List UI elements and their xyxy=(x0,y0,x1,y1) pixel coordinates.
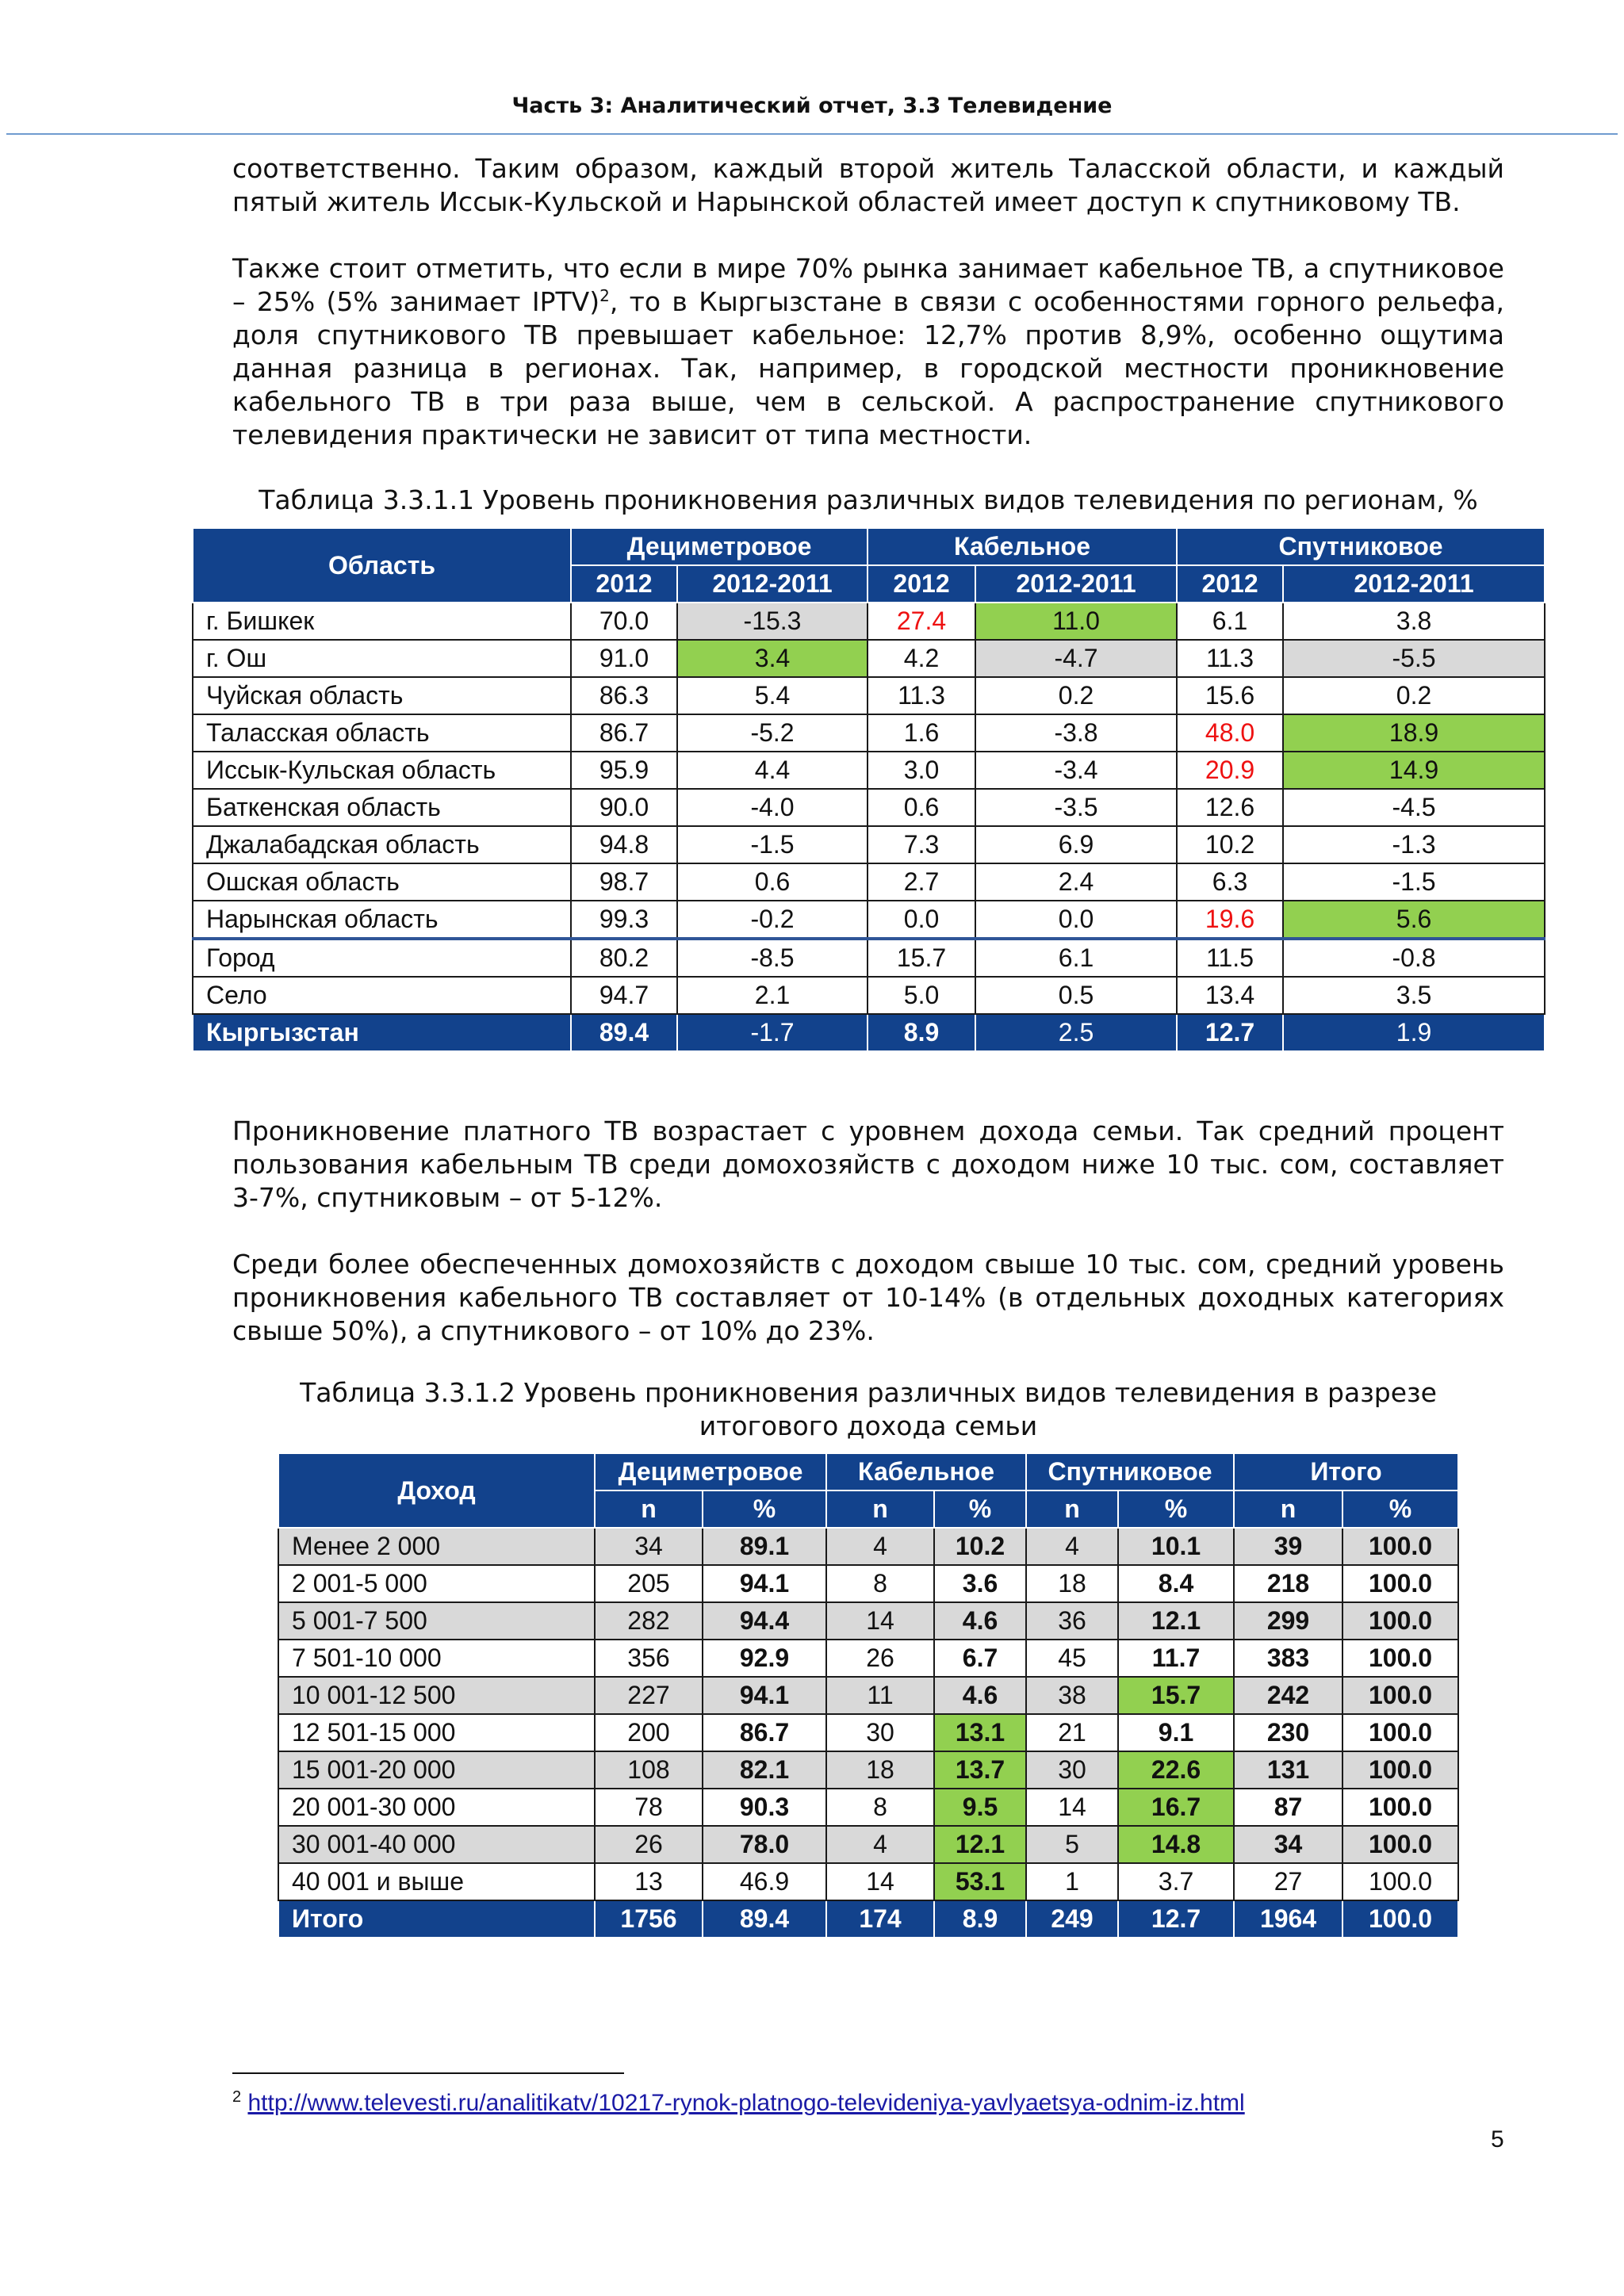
table-cell: 131 xyxy=(1234,1751,1342,1789)
footnote xyxy=(232,2088,1245,2117)
paragraph-1: соответственно. Таким образом, каждый второй житель Таласской области, и каждый пятый житель Иссык-Кульской и Нарынской областей имеет доступ к спутниковому ТВ. xyxy=(232,153,1504,217)
row-label: Джалабадская область xyxy=(193,826,571,863)
table-cell: 87 xyxy=(1234,1789,1342,1826)
table-cell: 11.3 xyxy=(868,677,975,714)
table-cell: 2.5 xyxy=(975,1014,1177,1051)
table-cell: 12.7 xyxy=(1177,1014,1283,1051)
table-cell: 6.1 xyxy=(975,939,1177,977)
table-cell: 11 xyxy=(826,1677,934,1714)
table-cell: 13.7 xyxy=(934,1751,1026,1789)
paragraph-4: Среди более обеспеченных домохозяйств с доходом свыше 10 тыс. сом, средний уровень проникновения кабельного ТВ составляет от 10-14% (в отдельных доходных категориях свыше 50%), а спутникового – от 10% до 23%. xyxy=(232,1249,1504,1346)
col-sub-2012: 2012 xyxy=(868,565,975,603)
table-cell: -1.5 xyxy=(1283,863,1545,901)
page-number: 5 xyxy=(1491,2126,1504,2152)
table-cell: 4 xyxy=(826,1528,934,1565)
table-cell: 100.0 xyxy=(1342,1826,1458,1863)
row-label: Ошская область xyxy=(193,863,571,901)
row-label: Иссык-Кульская область xyxy=(193,752,571,789)
table-cell: 14.9 xyxy=(1283,752,1545,789)
row-label: г. Ош xyxy=(193,640,571,677)
footnote-rule xyxy=(232,2072,624,2074)
table-row xyxy=(193,863,1545,901)
table-cell: 94.1 xyxy=(703,1565,826,1602)
table-cell: 100.0 xyxy=(1342,1900,1458,1938)
table-cell: 45 xyxy=(1026,1640,1118,1677)
table-cell: -8.5 xyxy=(677,939,868,977)
table-cell: 11.5 xyxy=(1177,939,1283,977)
table-cell: 2.4 xyxy=(975,863,1177,901)
total-row xyxy=(193,1014,1545,1051)
col-group-decimeter: Дециметровое xyxy=(595,1453,826,1490)
table-cell: 27 xyxy=(1234,1863,1342,1900)
table-cell: 89.4 xyxy=(571,1014,677,1051)
table-cell: 9.1 xyxy=(1118,1714,1234,1751)
table-cell: 6.1 xyxy=(1177,603,1283,640)
table-cell: 78 xyxy=(595,1789,703,1826)
row-label: Итого xyxy=(278,1900,595,1938)
table1-caption: Таблица 3.3.1.1 Уровень проникновения различных видов телевидения по регионам, % xyxy=(259,484,1478,515)
table-row xyxy=(193,714,1545,752)
table-cell: -4.7 xyxy=(975,640,1177,677)
table-row xyxy=(193,677,1545,714)
col-sub-n: n xyxy=(1026,1490,1118,1528)
row-label: Село xyxy=(193,977,571,1014)
table-cell: 94.7 xyxy=(571,977,677,1014)
table-cell: 8.4 xyxy=(1118,1565,1234,1602)
table-cell: 8 xyxy=(826,1565,934,1602)
table-cell: -0.8 xyxy=(1283,939,1545,977)
table-cell: 89.1 xyxy=(703,1528,826,1565)
col-group-decimeter: Дециметровое xyxy=(571,528,868,565)
table-cell: 16.7 xyxy=(1118,1789,1234,1826)
table-cell: 2.1 xyxy=(677,977,868,1014)
table-cell: 6.3 xyxy=(1177,863,1283,901)
table-cell: 218 xyxy=(1234,1565,1342,1602)
table-row xyxy=(193,603,1545,640)
table-cell: 18.9 xyxy=(1283,714,1545,752)
col-header-region: Область xyxy=(193,528,571,603)
table-cell: 100.0 xyxy=(1342,1602,1458,1640)
table-cell: 1.9 xyxy=(1283,1014,1545,1051)
table-cell: 3.0 xyxy=(868,752,975,789)
table-cell: 5 xyxy=(1026,1826,1118,1863)
table-cell: 227 xyxy=(595,1677,703,1714)
table-cell: 15.7 xyxy=(868,939,975,977)
table-cell: 94.8 xyxy=(571,826,677,863)
col-sub-n: n xyxy=(595,1490,703,1528)
col-header-income: Доход xyxy=(278,1453,595,1528)
table-cell: 53.1 xyxy=(934,1863,1026,1900)
table-cell: 92.9 xyxy=(703,1640,826,1677)
table-row xyxy=(278,1714,1458,1751)
table-cell: 1 xyxy=(1026,1863,1118,1900)
table-cell: 2.7 xyxy=(868,863,975,901)
row-label: 15 001-20 000 xyxy=(278,1751,595,1789)
row-label: 5 001-7 500 xyxy=(278,1602,595,1640)
table-cell: 14 xyxy=(1026,1789,1118,1826)
row-label: 12 501-15 000 xyxy=(278,1714,595,1751)
table-row xyxy=(193,939,1545,977)
paragraph-2-part-b: , то в Кыргызстане в связи с особенностями горного рельефа, доля спутникового ТВ превышает кабельное: 12,7% против 8,9%, особенно ощутима данная разница в регионах. Так, например, в городской местности проникновение кабельного ТВ в три раза выше, чем в сельской. А распространение спутникового телевидения практически не зависит от типа местности. xyxy=(232,286,1504,450)
table-cell: 46.9 xyxy=(703,1863,826,1900)
table-cell: 12.7 xyxy=(1118,1900,1234,1938)
table-cell: 0.2 xyxy=(1283,677,1545,714)
table-cell: 99.3 xyxy=(571,901,677,939)
table-cell: 13 xyxy=(595,1863,703,1900)
row-label: Менее 2 000 xyxy=(278,1528,595,1565)
table-cell: 299 xyxy=(1234,1602,1342,1640)
row-label: Баткенская область xyxy=(193,789,571,826)
table-cell: 230 xyxy=(1234,1714,1342,1751)
col-sub-percent: % xyxy=(934,1490,1026,1528)
table-cell: 5.4 xyxy=(677,677,868,714)
table-cell: 13.4 xyxy=(1177,977,1283,1014)
col-sub-2012: 2012 xyxy=(571,565,677,603)
table-cell: 86.3 xyxy=(571,677,677,714)
table-cell: 27.4 xyxy=(868,603,975,640)
table-cell: 3.5 xyxy=(1283,977,1545,1014)
table-regions xyxy=(192,527,1545,1052)
table-cell: 11.3 xyxy=(1177,640,1283,677)
col-sub-2012: 2012 xyxy=(1177,565,1283,603)
table-cell: 205 xyxy=(595,1565,703,1602)
table-cell: 0.2 xyxy=(975,677,1177,714)
paragraph-2-part-a: Также стоит отметить, что если в мире 70% рынка занимает кабельное ТВ, а спутниковое – 25% (5% занимает IPTV) xyxy=(232,253,1504,317)
table-cell: -3.8 xyxy=(975,714,1177,752)
col-group-cable: Кабельное xyxy=(826,1453,1026,1490)
table-cell: 20.9 xyxy=(1177,752,1283,789)
row-label: 7 501-10 000 xyxy=(278,1640,595,1677)
col-sub-percent: % xyxy=(1118,1490,1234,1528)
col-sub-2012-2011: 2012-2011 xyxy=(1283,565,1545,603)
table-cell: 26 xyxy=(595,1826,703,1863)
col-group-total: Итого xyxy=(1234,1453,1458,1490)
table-cell: 4 xyxy=(1026,1528,1118,1565)
table-cell: 6.7 xyxy=(934,1640,1026,1677)
table-cell: 39 xyxy=(1234,1528,1342,1565)
footnote-ref[interactable]: 2 xyxy=(599,286,610,305)
table-cell: 10.2 xyxy=(1177,826,1283,863)
table-cell: 13.1 xyxy=(934,1714,1026,1751)
table-cell: 108 xyxy=(595,1751,703,1789)
table-cell: 0.0 xyxy=(975,901,1177,939)
col-sub-2012-2011: 2012-2011 xyxy=(975,565,1177,603)
table-row xyxy=(193,640,1545,677)
table-cell: 0.6 xyxy=(868,789,975,826)
table-cell: 7.3 xyxy=(868,826,975,863)
table-cell: 4.6 xyxy=(934,1677,1026,1714)
table-cell: 200 xyxy=(595,1714,703,1751)
table-income xyxy=(278,1452,1459,1938)
total-row xyxy=(278,1900,1458,1938)
row-label: 30 001-40 000 xyxy=(278,1826,595,1863)
table-cell: 86.7 xyxy=(571,714,677,752)
table-row xyxy=(278,1640,1458,1677)
table-row xyxy=(193,901,1545,939)
table-cell: -4.5 xyxy=(1283,789,1545,826)
table-cell: 100.0 xyxy=(1342,1565,1458,1602)
table-cell: 100.0 xyxy=(1342,1714,1458,1751)
table-cell: 356 xyxy=(595,1640,703,1677)
table-row xyxy=(278,1789,1458,1826)
table2-caption-line2: итогового дохода семьи xyxy=(699,1410,1038,1441)
table-cell: 14 xyxy=(826,1602,934,1640)
table-cell: 0.5 xyxy=(975,977,1177,1014)
table-cell: 10.1 xyxy=(1118,1528,1234,1565)
table-cell: 82.1 xyxy=(703,1751,826,1789)
table-cell: 70.0 xyxy=(571,603,677,640)
table2-caption-line1: Таблица 3.3.1.2 Уровень проникновения различных видов телевидения в разрезе xyxy=(300,1377,1437,1408)
table-cell: 8.9 xyxy=(868,1014,975,1051)
table-cell: 90.0 xyxy=(571,789,677,826)
paragraph-3: Проникновение платного ТВ возрастает с уровнем дохода семьи. Так средний процент пользования кабельным ТВ среди домохозяйств с доходом ниже 10 тыс. сом, составляет 3-7%, спутниковым – от 5-12%. xyxy=(232,1115,1504,1213)
table-row xyxy=(278,1602,1458,1640)
table-cell: -0.2 xyxy=(677,901,868,939)
table-cell: 26 xyxy=(826,1640,934,1677)
table-cell: 89.4 xyxy=(703,1900,826,1938)
table-cell: 1756 xyxy=(595,1900,703,1938)
table-cell: 18 xyxy=(1026,1565,1118,1602)
table-cell: 94.1 xyxy=(703,1677,826,1714)
row-label: Таласская область xyxy=(193,714,571,752)
table-cell: 5.6 xyxy=(1283,901,1545,939)
col-sub-n: n xyxy=(1234,1490,1342,1528)
table-cell: 91.0 xyxy=(571,640,677,677)
table-cell: 0.6 xyxy=(677,863,868,901)
header-rule xyxy=(6,133,1618,135)
table-cell: 22.6 xyxy=(1118,1751,1234,1789)
table-row xyxy=(278,1751,1458,1789)
table-cell: -15.3 xyxy=(677,603,868,640)
table-cell: -5.5 xyxy=(1283,640,1545,677)
table-cell: 95.9 xyxy=(571,752,677,789)
table-cell: 100.0 xyxy=(1342,1789,1458,1826)
col-group-satellite: Спутниковое xyxy=(1177,528,1545,565)
table-row xyxy=(278,1528,1458,1565)
table-cell: 94.4 xyxy=(703,1602,826,1640)
row-label: Город xyxy=(193,939,571,977)
table-row xyxy=(193,789,1545,826)
table-cell: 6.9 xyxy=(975,826,1177,863)
table-cell: 100.0 xyxy=(1342,1528,1458,1565)
table-cell: 34 xyxy=(595,1528,703,1565)
row-label: 20 001-30 000 xyxy=(278,1789,595,1826)
table-cell: 19.6 xyxy=(1177,901,1283,939)
table-cell: 174 xyxy=(826,1900,934,1938)
table-cell: 383 xyxy=(1234,1640,1342,1677)
table-cell: 21 xyxy=(1026,1714,1118,1751)
table-cell: 98.7 xyxy=(571,863,677,901)
table-cell: 242 xyxy=(1234,1677,1342,1714)
table-row xyxy=(278,1863,1458,1900)
col-group-cable: Кабельное xyxy=(868,528,1177,565)
table-cell: -5.2 xyxy=(677,714,868,752)
table-cell: 3.8 xyxy=(1283,603,1545,640)
table-row xyxy=(193,752,1545,789)
table-cell: 11.7 xyxy=(1118,1640,1234,1677)
table-cell: 15.7 xyxy=(1118,1677,1234,1714)
row-label: 2 001-5 000 xyxy=(278,1565,595,1602)
table-cell: 15.6 xyxy=(1177,677,1283,714)
page-header: Часть 3: Аналитический отчет, 3.3 Телевидение xyxy=(511,94,1113,118)
table-cell: -3.5 xyxy=(975,789,1177,826)
table-cell: 3.4 xyxy=(677,640,868,677)
table-cell: 1964 xyxy=(1234,1900,1342,1938)
table-cell: 14.8 xyxy=(1118,1826,1234,1863)
table-cell: 0.0 xyxy=(868,901,975,939)
table-cell: 38 xyxy=(1026,1677,1118,1714)
table-cell: 10.2 xyxy=(934,1528,1026,1565)
table-cell: 5.0 xyxy=(868,977,975,1014)
row-label: г. Бишкек xyxy=(193,603,571,640)
footnote-number: 2 xyxy=(232,2088,242,2106)
paragraph-2 xyxy=(232,252,1504,452)
footnote-link[interactable]: http://www.televesti.ru/analitikatv/10217-rynok-platnogo-televideniya-yavlyaetsya-odnim-iz.html xyxy=(247,2090,1245,2116)
table-cell: 14 xyxy=(826,1863,934,1900)
table-cell: 282 xyxy=(595,1602,703,1640)
table-cell: 8 xyxy=(826,1789,934,1826)
table-row xyxy=(193,977,1545,1014)
table-cell: 12.1 xyxy=(1118,1602,1234,1640)
table-cell: 3.6 xyxy=(934,1565,1026,1602)
col-sub-percent: % xyxy=(1342,1490,1458,1528)
table-cell: -3.4 xyxy=(975,752,1177,789)
table-cell: 100.0 xyxy=(1342,1640,1458,1677)
table-cell: 30 xyxy=(1026,1751,1118,1789)
table-cell: -1.3 xyxy=(1283,826,1545,863)
row-label: Кыргызстан xyxy=(193,1014,571,1051)
table-cell: -1.5 xyxy=(677,826,868,863)
col-sub-percent: % xyxy=(703,1490,826,1528)
table-cell: -1.7 xyxy=(677,1014,868,1051)
table-row xyxy=(278,1677,1458,1714)
table-cell: 48.0 xyxy=(1177,714,1283,752)
table-cell: 86.7 xyxy=(703,1714,826,1751)
table-row xyxy=(278,1565,1458,1602)
table-cell: 78.0 xyxy=(703,1826,826,1863)
table-cell: 100.0 xyxy=(1342,1677,1458,1714)
table-cell: 11.0 xyxy=(975,603,1177,640)
table-cell: 36 xyxy=(1026,1602,1118,1640)
table-cell: 3.7 xyxy=(1118,1863,1234,1900)
table-cell: 4.4 xyxy=(677,752,868,789)
row-label: 10 001-12 500 xyxy=(278,1677,595,1714)
row-label: 40 001 и выше xyxy=(278,1863,595,1900)
table-cell: 100.0 xyxy=(1342,1863,1458,1900)
table-row xyxy=(278,1826,1458,1863)
table-cell: 4.6 xyxy=(934,1602,1026,1640)
table-cell: 1.6 xyxy=(868,714,975,752)
col-group-satellite: Спутниковое xyxy=(1026,1453,1234,1490)
table-cell: 12.1 xyxy=(934,1826,1026,1863)
col-sub-2012-2011: 2012-2011 xyxy=(677,565,868,603)
table-cell: 8.9 xyxy=(934,1900,1026,1938)
table-cell: 30 xyxy=(826,1714,934,1751)
col-sub-n: n xyxy=(826,1490,934,1528)
row-label: Нарынская область xyxy=(193,901,571,939)
table-cell: 4.2 xyxy=(868,640,975,677)
table-row xyxy=(193,826,1545,863)
table-cell: 34 xyxy=(1234,1826,1342,1863)
table-cell: 18 xyxy=(826,1751,934,1789)
table-cell: 9.5 xyxy=(934,1789,1026,1826)
table-cell: -4.0 xyxy=(677,789,868,826)
table-cell: 4 xyxy=(826,1826,934,1863)
table-cell: 249 xyxy=(1026,1900,1118,1938)
table-cell: 12.6 xyxy=(1177,789,1283,826)
table2-caption xyxy=(232,1376,1504,1443)
table-cell: 100.0 xyxy=(1342,1751,1458,1789)
table-cell: 90.3 xyxy=(703,1789,826,1826)
table-cell: 80.2 xyxy=(571,939,677,977)
row-label: Чуйская область xyxy=(193,677,571,714)
